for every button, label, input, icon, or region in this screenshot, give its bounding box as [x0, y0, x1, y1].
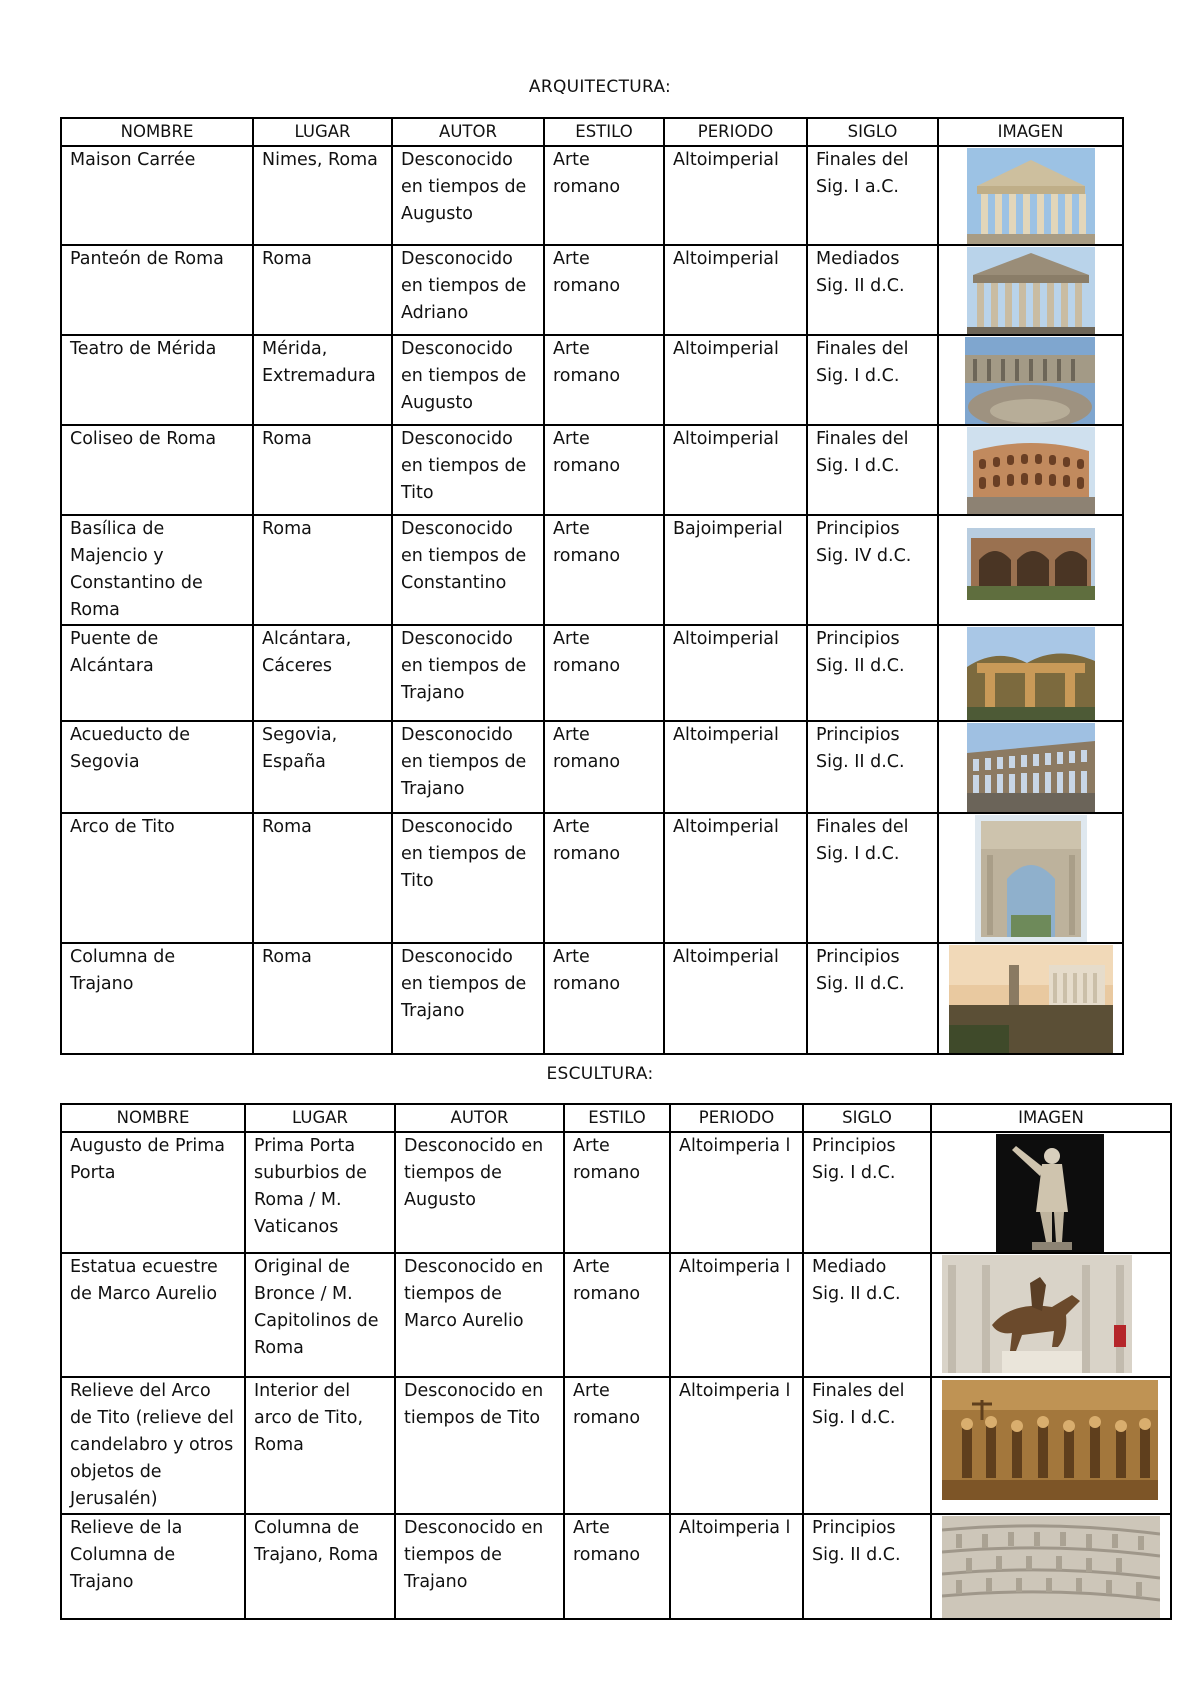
column-header: NOMBRE	[61, 1104, 245, 1132]
autor-cell: Desconocido en tiempos de Augusto	[395, 1132, 564, 1253]
image-cell	[938, 245, 1123, 335]
lugar-cell: Nimes, Roma	[253, 146, 392, 245]
siglo-cell: Finales del Sig. I d.C.	[807, 813, 938, 943]
nombre-cell: Relieve del Arco de Tito (relieve del candelabro y otros objetos de Jerusalén)	[61, 1377, 245, 1514]
lugar-cell: Original de Bronce / M. Capitolinos de Roma	[245, 1253, 395, 1377]
autor-cell: Desconocido en tiempos de Trajano	[392, 721, 544, 813]
image-cell	[931, 1514, 1171, 1619]
table-row	[61, 335, 1123, 425]
estilo-cell: Arte romano	[544, 425, 664, 515]
image-cell	[938, 625, 1123, 721]
table-row	[61, 515, 1123, 625]
lugar-cell: Roma	[253, 813, 392, 943]
nombre-cell: Basílica de Majencio y Constantino de Roma	[61, 515, 253, 625]
image-cell	[931, 1253, 1171, 1377]
architecture-table	[60, 117, 1124, 1055]
marco-aurelio-photo	[942, 1255, 1132, 1373]
table-row	[61, 625, 1123, 721]
periodo-cell: Altoimperial	[664, 425, 807, 515]
image-cell	[931, 1132, 1171, 1253]
siglo-cell: Finales del Sig. I d.C.	[807, 425, 938, 515]
periodo-cell: Altoimperial	[664, 335, 807, 425]
arco-tito-photo	[975, 815, 1087, 943]
estilo-cell: Arte romano	[544, 515, 664, 625]
estilo-cell: Arte romano	[564, 1377, 670, 1514]
periodo-cell: Altoimperial	[664, 245, 807, 335]
image-cell	[938, 721, 1123, 813]
estilo-cell: Arte romano	[564, 1132, 670, 1253]
nombre-cell: Coliseo de Roma	[61, 425, 253, 515]
column-header: SIGLO	[803, 1104, 931, 1132]
autor-cell: Desconocido en tiempos de Trajano	[395, 1514, 564, 1619]
periodo-cell: Altoimperial	[664, 943, 807, 1054]
siglo-cell: Principios Sig. II d.C.	[807, 721, 938, 813]
basilica-majencio-photo	[967, 528, 1095, 600]
column-header: LUGAR	[253, 118, 392, 146]
lugar-cell: Segovia, España	[253, 721, 392, 813]
autor-cell: Desconocido en tiempos de Trajano	[392, 625, 544, 721]
autor-cell: Desconocido en tiempos de Tito	[395, 1377, 564, 1514]
autor-cell: Desconocido en tiempos de Augusto	[392, 146, 544, 245]
autor-cell: Desconocido en tiempos de Augusto	[392, 335, 544, 425]
nombre-cell: Estatua ecuestre de Marco Aurelio	[61, 1253, 245, 1377]
siglo-cell: Finales del Sig. I a.C.	[807, 146, 938, 245]
lugar-cell: Alcántara, Cáceres	[253, 625, 392, 721]
siglo-cell: Finales del Sig. I d.C.	[803, 1377, 931, 1514]
lugar-cell: Mérida, Extremadura	[253, 335, 392, 425]
lugar-cell: Columna de Trajano, Roma	[245, 1514, 395, 1619]
nombre-cell: Teatro de Mérida	[61, 335, 253, 425]
nombre-cell: Puente de Alcántara	[61, 625, 253, 721]
periodo-cell: Altoimperial	[664, 146, 807, 245]
teatro-merida-photo	[965, 337, 1095, 425]
periodo-cell: Bajoimperial	[664, 515, 807, 625]
table-row	[61, 813, 1123, 943]
table-header-row	[61, 1104, 1171, 1132]
relieve-arco-tito-photo	[942, 1380, 1158, 1500]
coliseo-photo	[967, 427, 1095, 515]
nombre-cell: Acueducto de Segovia	[61, 721, 253, 813]
table-row	[61, 943, 1123, 1054]
siglo-cell: Mediados Sig. II d.C.	[807, 245, 938, 335]
lugar-cell: Roma	[253, 425, 392, 515]
siglo-cell: Principios Sig. I d.C.	[803, 1132, 931, 1253]
table-row	[61, 1253, 1171, 1377]
table-row	[61, 1514, 1171, 1619]
nombre-cell: Maison Carrée	[61, 146, 253, 245]
table-row	[61, 1377, 1171, 1514]
lugar-cell: Roma	[253, 515, 392, 625]
image-cell	[938, 943, 1123, 1054]
autor-cell: Desconocido en tiempos de Constantino	[392, 515, 544, 625]
nombre-cell: Columna de Trajano	[61, 943, 253, 1054]
estilo-cell: Arte romano	[544, 335, 664, 425]
table-row	[61, 721, 1123, 813]
relieve-columna-trajano-photo	[942, 1516, 1160, 1618]
column-header: ESTILO	[544, 118, 664, 146]
siglo-cell: Principios Sig. II d.C.	[807, 625, 938, 721]
sculpture-table	[60, 1103, 1172, 1620]
image-cell	[938, 146, 1123, 245]
column-header: PERIODO	[664, 118, 807, 146]
column-header: LUGAR	[245, 1104, 395, 1132]
augusto-prima-porta-photo	[996, 1134, 1104, 1253]
nombre-cell: Panteón de Roma	[61, 245, 253, 335]
siglo-cell: Principios Sig. IV d.C.	[807, 515, 938, 625]
image-cell	[938, 515, 1123, 625]
column-header: ESTILO	[564, 1104, 670, 1132]
table-row	[61, 245, 1123, 335]
column-header: AUTOR	[392, 118, 544, 146]
nombre-cell: Augusto de Prima Porta	[61, 1132, 245, 1253]
sculpture-title: ESCULTURA:	[546, 1064, 654, 1084]
periodo-cell: Altoimperia l	[670, 1377, 803, 1514]
puente-alcantara-photo	[967, 627, 1095, 721]
table-header-row	[61, 118, 1123, 146]
siglo-cell: Finales del Sig. I d.C.	[807, 335, 938, 425]
table-row	[61, 425, 1123, 515]
estilo-cell: Arte romano	[564, 1253, 670, 1377]
lugar-cell: Roma	[253, 245, 392, 335]
lugar-cell: Roma	[253, 943, 392, 1054]
autor-cell: Desconocido en tiempos de Tito	[392, 425, 544, 515]
image-cell	[938, 335, 1123, 425]
periodo-cell: Altoimperia l	[670, 1253, 803, 1377]
periodo-cell: Altoimperial	[664, 813, 807, 943]
periodo-cell: Altoimperial	[664, 625, 807, 721]
periodo-cell: Altoimperia l	[670, 1132, 803, 1253]
column-header: PERIODO	[670, 1104, 803, 1132]
nombre-cell: Relieve de la Columna de Trajano	[61, 1514, 245, 1619]
column-header: IMAGEN	[938, 118, 1123, 146]
column-header: SIGLO	[807, 118, 938, 146]
image-cell	[938, 813, 1123, 943]
lugar-cell: Prima Porta suburbios de Roma / M. Vaticanos	[245, 1132, 395, 1253]
autor-cell: Desconocido en tiempos de Tito	[392, 813, 544, 943]
panteon-photo	[967, 247, 1095, 335]
nombre-cell: Arco de Tito	[61, 813, 253, 943]
periodo-cell: Altoimperial	[664, 721, 807, 813]
acueducto-segovia-photo	[967, 723, 1095, 813]
maison-carree-photo	[967, 148, 1095, 245]
column-header: NOMBRE	[61, 118, 253, 146]
estilo-cell: Arte romano	[544, 721, 664, 813]
siglo-cell: Principios Sig. II d.C.	[803, 1514, 931, 1619]
estilo-cell: Arte romano	[544, 245, 664, 335]
image-cell	[938, 425, 1123, 515]
lugar-cell: Interior del arco de Tito, Roma	[245, 1377, 395, 1514]
estilo-cell: Arte romano	[544, 625, 664, 721]
estilo-cell: Arte romano	[544, 813, 664, 943]
column-header: AUTOR	[395, 1104, 564, 1132]
autor-cell: Desconocido en tiempos de Adriano	[392, 245, 544, 335]
estilo-cell: Arte romano	[544, 943, 664, 1054]
siglo-cell: Mediado Sig. II d.C.	[803, 1253, 931, 1377]
columna-trajano-photo	[949, 945, 1113, 1054]
architecture-title: ARQUITECTURA:	[528, 77, 672, 97]
estilo-cell: Arte romano	[544, 146, 664, 245]
estilo-cell: Arte romano	[564, 1514, 670, 1619]
table-row	[61, 1132, 1171, 1253]
column-header: IMAGEN	[931, 1104, 1171, 1132]
periodo-cell: Altoimperia l	[670, 1514, 803, 1619]
autor-cell: Desconocido en tiempos de Marco Aurelio	[395, 1253, 564, 1377]
table-row	[61, 146, 1123, 245]
autor-cell: Desconocido en tiempos de Trajano	[392, 943, 544, 1054]
siglo-cell: Principios Sig. II d.C.	[807, 943, 938, 1054]
image-cell	[931, 1377, 1171, 1514]
